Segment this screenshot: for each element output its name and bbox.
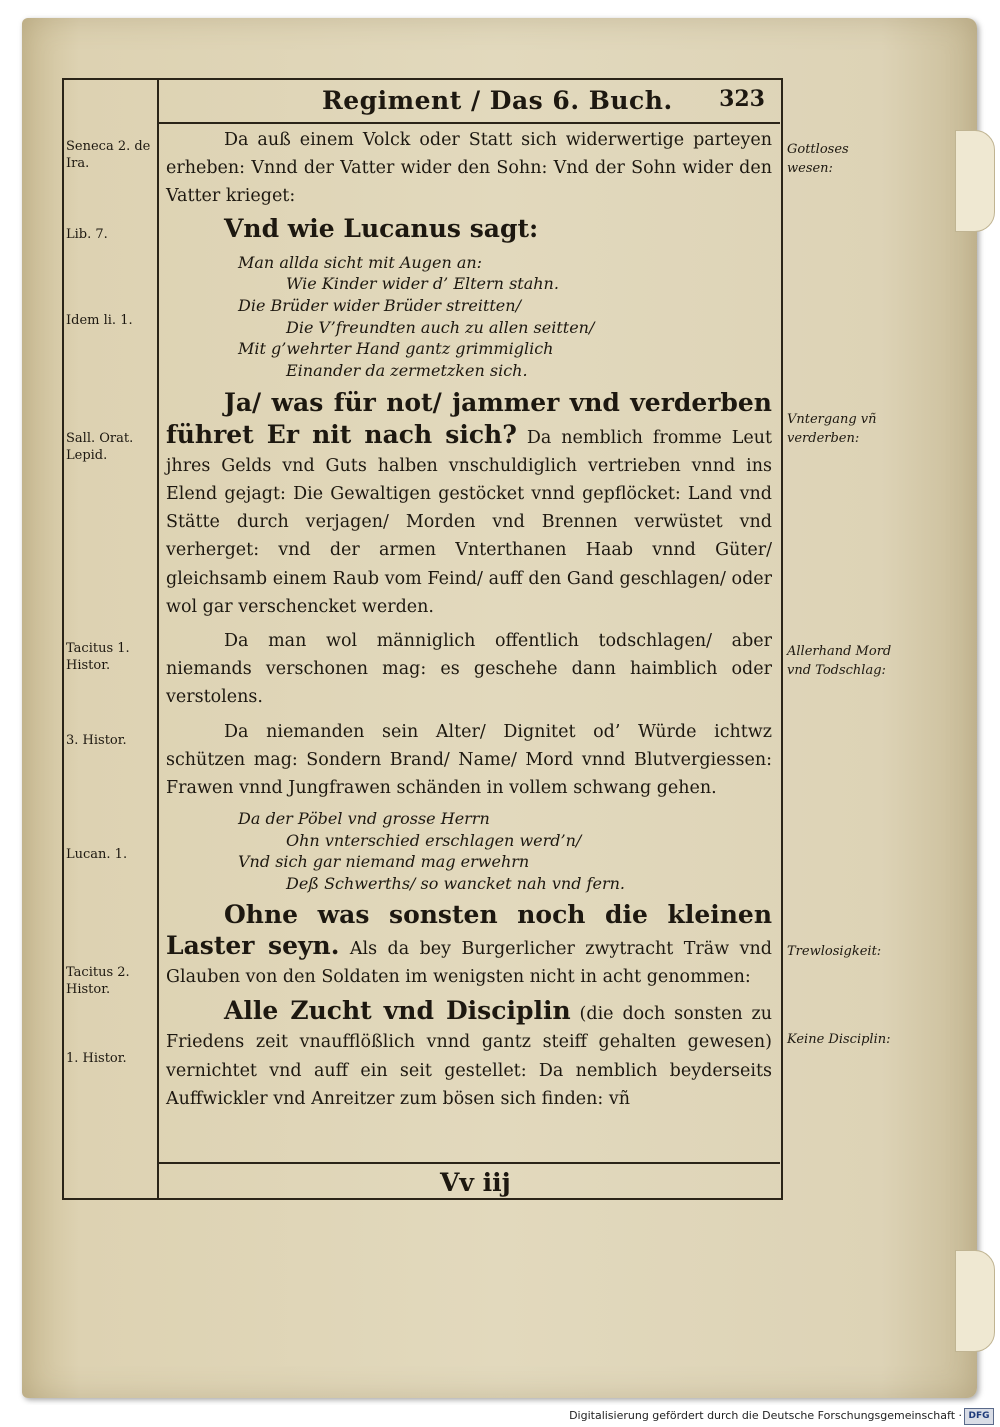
verse-line: Einander da zermetzken sich.	[286, 360, 528, 380]
footer-rule	[157, 1162, 780, 1164]
verse-line: Wie Kinder wider d’ Eltern stahn.	[286, 274, 559, 294]
paragraph-2: Vnd wie Lucanus sagt:	[224, 213, 539, 243]
verse-1	[166, 252, 772, 382]
paragraph-7: Alle Zucht vnd Disciplin (die doch sonsten zu Friedens zeit vnaufflößlich vnnd gantz steiff gehalten gewesen) vernichtet vnd auff ein seit gestellet: Da nemblich beyderseits Auffwickler vnd Anreitzer zum bösen sich finden: vñ	[166, 996, 772, 1109]
left-note: Sall. Orat. Lepid.	[66, 431, 134, 463]
verse-line: Deß Schwerths/ so wancket nah vnd fern.	[286, 874, 625, 893]
verse-line: Die Brüder wider Brüder streitten/	[238, 296, 521, 315]
verse-line: Mit g’wehrter Hand gantz grimmiglich	[238, 339, 554, 359]
left-note: Lib. 7.	[66, 227, 108, 242]
verse-2	[166, 808, 772, 894]
right-note: Trewlosigkeit:	[787, 944, 882, 959]
funding-credit: Digitalisierung gefördert durch die Deutsche Forschungsgemeinschaft ·	[569, 1409, 962, 1422]
left-note: Idem li. 1.	[66, 313, 133, 328]
right-note: Keine Disciplin:	[787, 1032, 891, 1047]
verse-line: Die V’freundten auch zu allen seitten/	[286, 317, 595, 337]
right-note: Gottloses wesen:	[787, 142, 849, 176]
page-tab	[955, 130, 995, 232]
paragraph-5: Da niemanden sein Alter/ Dignitet od’ Würde ichtwz schützen mag: Sondern Brand/ Name/ Mord vnnd Blutvergiessen: Frawen vnnd Jungfrawen schänden in vollem schwang gehen.	[166, 721, 772, 799]
verse-line: Da der Pöbel vnd grosse Herrn	[238, 809, 490, 829]
paragraph-6: Ohne was sonsten noch die kleinen Laster seyn. Als da bey Burgerlicher zwytracht Träw vnd Glauben von den Soldaten im wenigsten nicht in acht genommen:	[166, 899, 772, 987]
page-number: 323	[719, 86, 765, 112]
running-header	[160, 82, 777, 122]
dfg-logo: DFG	[964, 1408, 994, 1425]
signature-mark: Vv iij	[440, 1168, 511, 1197]
paragraph-4: Da man wol männiglich offentlich todschlagen/ aber niemands verschonen mag: es geschehe dann haimblich oder verstolens.	[166, 631, 772, 708]
left-note: Tacitus 1. Histor.	[66, 641, 130, 673]
left-note: Lucan. 1.	[66, 847, 128, 862]
paragraph-3: Ja/ was für not/ jammer vnd verderben führet Er nit nach sich? Da nemblich fromme Leut jhres Gelds vnd Guts halben vnschuldiglich vertrieben vnnd ins Elend gejagt: Die Gewaltigen gestöcket vnnd gepflöcket: Land vnd Stätte durch verjagen/ Morden vnd Brennen verwüstet vnd verherget: vnd der armen Vnterthanen Haab vnnd Güter/ gleichsamb einem Raub vom Feind/ auff den Gand geschlagen/ oder wol gar verschencket werden.	[166, 388, 772, 617]
right-note: Vntergang vñ verderben:	[787, 412, 877, 446]
left-note: 1. Histor.	[66, 1051, 127, 1066]
main-text	[166, 126, 772, 1113]
margin-rule-left	[157, 78, 159, 1198]
verse-line: Ohn vnterschied erschlagen werd’n/	[286, 830, 582, 850]
right-note: Allerhand Mord vnd Todschlag:	[787, 644, 892, 678]
running-title: Regiment / Das 6. Buch.	[322, 86, 673, 115]
verse-line: Vnd sich gar niemand mag erwehrn	[238, 852, 530, 872]
paragraph-1: Da auß einem Volck oder Statt sich widerwertige parteyen erheben: Vnnd der Vatter wider den Sohn: Vnd der Sohn wider den Vatter krieget:	[166, 130, 772, 207]
left-note: 3. Histor.	[66, 733, 127, 748]
header-rule	[157, 122, 780, 124]
left-note: Tacitus 2. Histor.	[66, 965, 130, 997]
verse-line: Man allda sicht mit Augen an:	[238, 252, 483, 272]
footer-bar	[0, 1405, 1000, 1427]
left-note: Seneca 2. de Ira.	[66, 139, 151, 171]
page-tab	[955, 1250, 995, 1352]
